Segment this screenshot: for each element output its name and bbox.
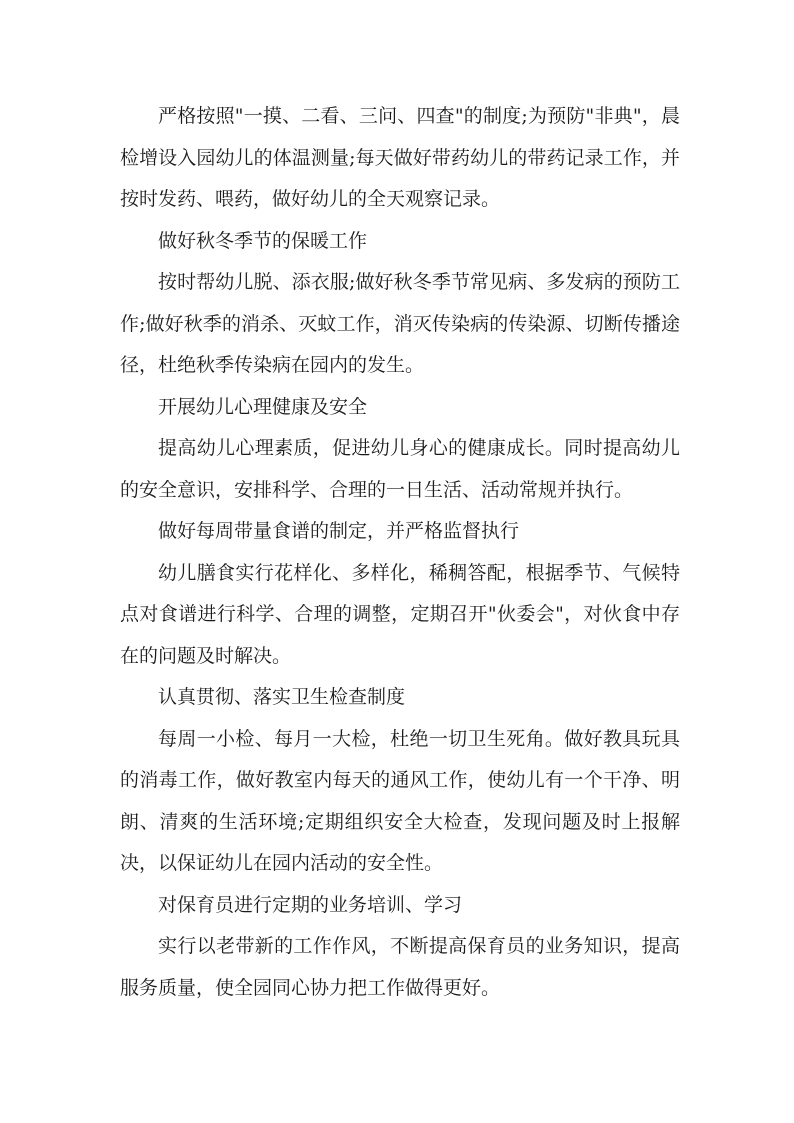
- paragraph-weekly-menu: 幼儿膳食实行花样化、多样化，稀稠答配，根据季节、气候特点对食谱进行科学、合理的调整，定期召开"伙委会"，对伙食中存在的问题及时解决。: [120, 561, 680, 667]
- heading-mental-health-safety: 开展幼儿心理健康及安全: [158, 395, 368, 418]
- paragraph-autumn-winter-warmth: 按时帮幼儿脱、添衣服;做好秋冬季节常见病、多发病的预防工作;做好秋季的消杀、灭蚊工作，消灭传染病的传染源、切断传播途径，杜绝秋季传染病在园内的发生。: [120, 271, 680, 376]
- paragraph-mental-health-safety: 提高幼儿心理素质，促进幼儿身心的健康成长。同时提高幼儿的安全意识，安排科学、合理的一日生活、活动常规并执行。: [120, 437, 680, 501]
- paragraph-morning-check: 严格按照"一摸、二看、三问、四查"的制度;为预防"非典"，晨检增设入园幼儿的体温测量;每天做好带药幼儿的带药记录工作，并按时发药、喂药，做好幼儿的全天观察记录。: [120, 105, 680, 210]
- heading-autumn-winter-warmth: 做好秋冬季节的保暖工作: [158, 229, 368, 252]
- document-body: [120, 96, 680, 1009]
- paragraph-staff-training: 实行以老带新的工作作风，不断提高保育员的业务知识，提高服务质量，使全园同心协力把工作做得更好。: [120, 935, 680, 999]
- heading-weekly-menu: 做好每周带量食谱的制定，并严格监督执行: [158, 520, 520, 542]
- heading-staff-training: 对保育员进行定期的业务培训、学习: [158, 893, 463, 916]
- paragraph-hygiene-inspection: 每周一小检、每月一大检，杜绝一切卫生死角。做好教具玩具的消毒工作，做好教室内每天的通风工作，使幼儿有一个干净、明朗、清爽的生活环境;定期组织安全大检查，发现问题及时上报解决，以保证幼儿在园内活动的安全性。: [120, 727, 680, 874]
- heading-hygiene-inspection: 认真贯彻、落实卫生检查制度: [158, 686, 406, 708]
